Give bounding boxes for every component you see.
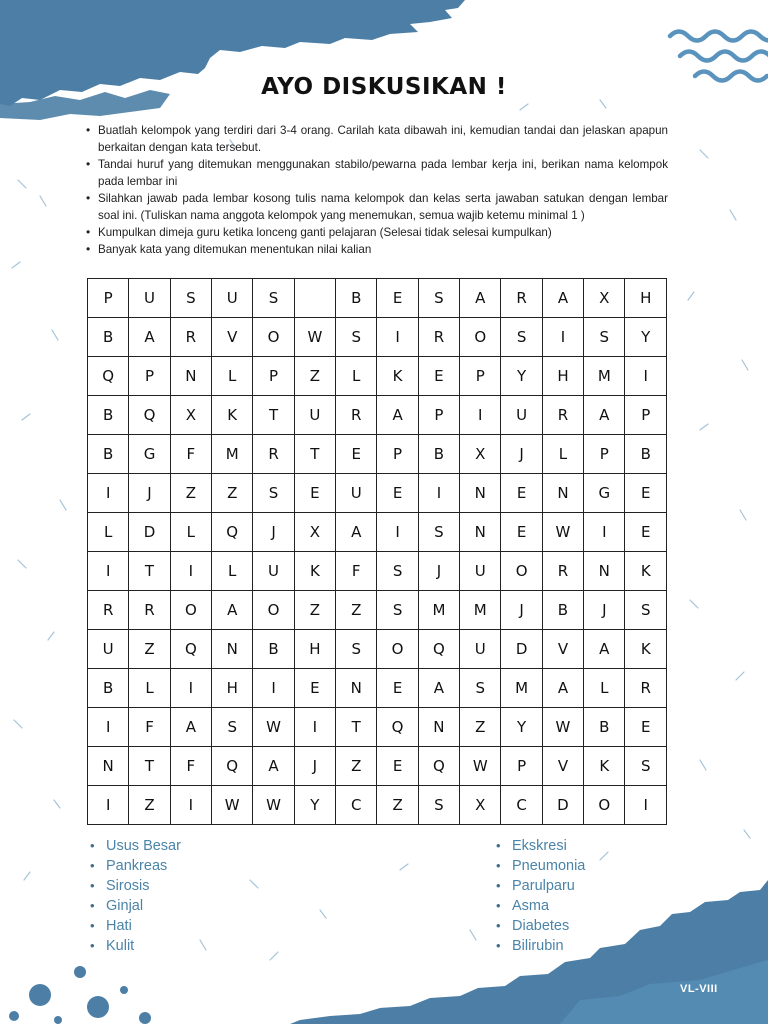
grid-cell[interactable]: D xyxy=(129,513,170,552)
grid-cell[interactable]: L xyxy=(212,357,253,396)
grid-cell[interactable]: X xyxy=(584,279,625,318)
grid-cell[interactable]: V xyxy=(542,747,583,786)
grid-cell[interactable]: B xyxy=(88,435,129,474)
grid-cell[interactable]: J xyxy=(129,474,170,513)
target-word: • Hati xyxy=(86,916,181,936)
grid-cell[interactable]: E xyxy=(418,357,459,396)
grid-cell[interactable]: Z xyxy=(294,357,335,396)
grid-row xyxy=(88,708,667,747)
grid-row xyxy=(88,435,667,474)
grid-cell[interactable]: L xyxy=(336,357,377,396)
grid-cell[interactable]: S xyxy=(212,708,253,747)
grid-cell[interactable]: Y xyxy=(625,318,667,357)
grid-cell[interactable]: N xyxy=(170,357,211,396)
grid-cell[interactable]: U xyxy=(460,630,501,669)
grid-cell[interactable]: N xyxy=(336,669,377,708)
grid-cell[interactable]: I xyxy=(377,513,418,552)
grid-cell[interactable]: O xyxy=(253,591,294,630)
grid-cell[interactable]: L xyxy=(212,552,253,591)
target-word: • Ekskresi xyxy=(492,836,585,856)
grid-row xyxy=(88,318,667,357)
grid-cell[interactable]: G xyxy=(129,435,170,474)
grid-cell[interactable]: Q xyxy=(212,747,253,786)
grid-cell[interactable]: P xyxy=(88,279,129,318)
grid-cell[interactable]: Z xyxy=(170,474,211,513)
grid-cell[interactable]: X xyxy=(170,396,211,435)
grid-cell[interactable]: L xyxy=(542,435,583,474)
target-word: • Asma xyxy=(492,896,585,916)
grid-cell[interactable]: I xyxy=(377,318,418,357)
grid-cell[interactable]: C xyxy=(501,786,542,825)
grid-cell[interactable]: E xyxy=(625,708,667,747)
grid-cell[interactable]: S xyxy=(418,279,459,318)
grid-cell[interactable]: F xyxy=(336,552,377,591)
grid-cell[interactable]: N xyxy=(212,630,253,669)
target-word: • Bilirubin xyxy=(492,936,585,956)
grid-cell[interactable]: W xyxy=(253,786,294,825)
grid-cell[interactable]: Z xyxy=(336,591,377,630)
grid-cell[interactable]: K xyxy=(625,630,667,669)
grid-cell[interactable]: Z xyxy=(212,474,253,513)
grid-cell[interactable]: I xyxy=(625,357,667,396)
grid-cell[interactable]: L xyxy=(584,669,625,708)
grid-cell[interactable]: K xyxy=(584,747,625,786)
grid-cell[interactable]: I xyxy=(170,786,211,825)
grid-cell[interactable]: Q xyxy=(212,513,253,552)
grid-cell[interactable]: D xyxy=(501,630,542,669)
grid-cell[interactable]: H xyxy=(294,630,335,669)
instruction-item: • Kumpulkan dimeja guru ketika lonceng ganti pelajaran (Selesai tidak selesai kumpulkan) xyxy=(86,224,668,241)
grid-cell[interactable]: G xyxy=(584,474,625,513)
grid-cell[interactable]: L xyxy=(170,513,211,552)
grid-row xyxy=(88,552,667,591)
grid-row xyxy=(88,474,667,513)
grid-cell[interactable]: Z xyxy=(336,747,377,786)
grid-cell[interactable]: T xyxy=(336,708,377,747)
grid-cell[interactable]: I xyxy=(253,669,294,708)
grid-row xyxy=(88,513,667,552)
grid-cell[interactable]: H xyxy=(212,669,253,708)
grid-row xyxy=(88,591,667,630)
grid-cell[interactable]: Q xyxy=(418,630,459,669)
grid-cell[interactable]: S xyxy=(460,669,501,708)
grid-cell[interactable]: L xyxy=(129,669,170,708)
grid-cell[interactable]: M xyxy=(584,357,625,396)
grid-cell[interactable]: I xyxy=(88,474,129,513)
grid-row xyxy=(88,279,667,318)
target-word: • Kulit xyxy=(86,936,181,956)
grid-cell[interactable]: F xyxy=(170,747,211,786)
grid-cell[interactable]: E xyxy=(625,474,667,513)
grid-cell[interactable]: B xyxy=(88,396,129,435)
grid-cell[interactable]: N xyxy=(418,708,459,747)
grid-cell[interactable]: U xyxy=(460,552,501,591)
grid-cell[interactable]: R xyxy=(418,318,459,357)
grid-cell[interactable]: W xyxy=(460,747,501,786)
grid-cell[interactable]: P xyxy=(418,396,459,435)
grid-cell[interactable]: E xyxy=(377,474,418,513)
grid-row xyxy=(88,357,667,396)
grid-cell[interactable]: A xyxy=(212,591,253,630)
grid-cell[interactable]: F xyxy=(170,435,211,474)
grid-cell[interactable]: S xyxy=(253,279,294,318)
word-search-grid xyxy=(87,278,667,825)
grid-cell[interactable]: A xyxy=(460,279,501,318)
grid-cell[interactable]: H xyxy=(542,357,583,396)
grid-cell[interactable]: T xyxy=(129,552,170,591)
grid-cell[interactable]: I xyxy=(170,552,211,591)
grid-cell[interactable]: U xyxy=(129,279,170,318)
grid-cell[interactable]: B xyxy=(418,435,459,474)
grid-cell[interactable]: N xyxy=(88,747,129,786)
grid-cell[interactable]: E xyxy=(294,474,335,513)
grid-cell[interactable]: X xyxy=(460,786,501,825)
grid-cell[interactable]: B xyxy=(253,630,294,669)
grid-cell[interactable]: U xyxy=(88,630,129,669)
grid-cell[interactable]: M xyxy=(501,669,542,708)
grid-cell[interactable]: Y xyxy=(294,786,335,825)
grid-cell[interactable]: Z xyxy=(129,786,170,825)
grid-row xyxy=(88,396,667,435)
grid-cell[interactable]: R xyxy=(542,552,583,591)
word-list-right xyxy=(492,836,585,956)
grid-cell[interactable]: U xyxy=(294,396,335,435)
grid-cell[interactable]: P xyxy=(460,357,501,396)
grid-cell[interactable]: F xyxy=(129,708,170,747)
grid-row xyxy=(88,747,667,786)
grid-cell[interactable]: V xyxy=(542,630,583,669)
grid-cell[interactable]: R xyxy=(625,669,667,708)
grid-cell[interactable]: S xyxy=(584,318,625,357)
grid-cell[interactable]: A xyxy=(418,669,459,708)
grid-cell[interactable]: N xyxy=(584,552,625,591)
grid-cell[interactable]: S xyxy=(170,279,211,318)
instruction-item: • Tandai huruf yang ditemukan menggunakan stabilo/pewarna pada lembar kerja ini, berikan nama kelompok pada lembar ini xyxy=(86,156,668,190)
grid-cell[interactable]: J xyxy=(294,747,335,786)
target-word: • Usus Besar xyxy=(86,836,181,856)
grid-cell[interactable]: P xyxy=(253,357,294,396)
grid-cell[interactable]: S xyxy=(501,318,542,357)
grid-cell[interactable]: R xyxy=(170,318,211,357)
target-word: • Ginjal xyxy=(86,896,181,916)
grid-cell[interactable]: U xyxy=(212,279,253,318)
grid-cell[interactable]: B xyxy=(88,669,129,708)
grid-cell[interactable]: B xyxy=(88,318,129,357)
grid-cell[interactable]: O xyxy=(170,591,211,630)
grid-cell[interactable]: P xyxy=(584,435,625,474)
grid-cell[interactable]: H xyxy=(625,279,667,318)
grid-cell[interactable]: J xyxy=(501,435,542,474)
grid-cell[interactable]: O xyxy=(253,318,294,357)
grid-cell[interactable]: R xyxy=(336,396,377,435)
grid-cell[interactable]: E xyxy=(501,513,542,552)
grid-cell[interactable]: B xyxy=(584,708,625,747)
grid-cell[interactable]: E xyxy=(336,435,377,474)
grid-cell[interactable]: I xyxy=(625,786,667,825)
instruction-list xyxy=(86,122,668,258)
grid-cell[interactable]: Q xyxy=(377,708,418,747)
grid-cell[interactable]: A xyxy=(129,318,170,357)
grid-cell[interactable]: J xyxy=(584,591,625,630)
grid-cell[interactable]: W xyxy=(253,708,294,747)
target-word: • Parulparu xyxy=(492,876,585,896)
grid-cell[interactable]: S xyxy=(336,630,377,669)
grid-cell[interactable]: A xyxy=(336,513,377,552)
grid-cell[interactable]: A xyxy=(584,630,625,669)
grid-cell[interactable]: I xyxy=(542,318,583,357)
grid-cell[interactable]: S xyxy=(625,747,667,786)
grid-cell[interactable]: I xyxy=(88,552,129,591)
grid-cell[interactable]: B xyxy=(625,435,667,474)
grid-cell[interactable]: E xyxy=(377,747,418,786)
grid-cell[interactable]: U xyxy=(253,552,294,591)
grid-cell[interactable]: J xyxy=(501,591,542,630)
grid-cell[interactable]: C xyxy=(336,786,377,825)
grid-cell[interactable]: I xyxy=(460,396,501,435)
grid-cell[interactable]: R xyxy=(129,591,170,630)
grid-cell[interactable]: M xyxy=(418,591,459,630)
grid-cell[interactable]: I xyxy=(418,474,459,513)
grid-cell[interactable]: P xyxy=(129,357,170,396)
instruction-item: • Banyak kata yang ditemukan menentukan nilai kalian xyxy=(86,241,668,258)
grid-cell[interactable]: O xyxy=(377,630,418,669)
word-list-left xyxy=(86,836,181,956)
grid-row xyxy=(88,630,667,669)
grid-cell[interactable]: Q xyxy=(129,396,170,435)
grid-cell[interactable]: R xyxy=(501,279,542,318)
grid-cell[interactable]: Q xyxy=(170,630,211,669)
grid-cell[interactable]: A xyxy=(170,708,211,747)
grid-cell[interactable]: M xyxy=(212,435,253,474)
grid-cell[interactable]: S xyxy=(336,318,377,357)
grid-cell[interactable]: A xyxy=(377,396,418,435)
grid-cell[interactable]: K xyxy=(294,552,335,591)
page-code: VL-VIII xyxy=(680,983,718,995)
grid-cell[interactable]: R xyxy=(88,591,129,630)
grid-cell[interactable]: U xyxy=(501,396,542,435)
grid-cell[interactable]: I xyxy=(584,513,625,552)
page-title: AYO DISKUSIKAN ! xyxy=(261,74,507,100)
grid-cell[interactable]: N xyxy=(460,474,501,513)
grid-cell[interactable]: E xyxy=(377,279,418,318)
grid-cell[interactable]: K xyxy=(377,357,418,396)
grid-cell[interactable]: P xyxy=(625,396,667,435)
grid-cell[interactable]: Q xyxy=(88,357,129,396)
grid-cell[interactable]: N xyxy=(460,513,501,552)
grid-cell[interactable]: R xyxy=(253,435,294,474)
grid-cell[interactable]: I xyxy=(88,786,129,825)
grid-cell[interactable]: W xyxy=(542,513,583,552)
grid-cell[interactable]: U xyxy=(336,474,377,513)
grid-cell[interactable]: S xyxy=(625,591,667,630)
grid-row xyxy=(88,669,667,708)
grid-cell[interactable]: N xyxy=(542,474,583,513)
grid-cell[interactable]: X xyxy=(294,513,335,552)
grid-cell[interactable]: J xyxy=(253,513,294,552)
grid-cell[interactable]: W xyxy=(294,318,335,357)
grid-cell[interactable]: Z xyxy=(377,786,418,825)
grid-cell[interactable]: S xyxy=(418,513,459,552)
grid-cell[interactable]: S xyxy=(418,786,459,825)
grid-cell[interactable]: Y xyxy=(501,708,542,747)
grid-cell[interactable]: R xyxy=(542,396,583,435)
grid-cell[interactable]: E xyxy=(501,474,542,513)
grid-cell[interactable]: Y xyxy=(501,357,542,396)
grid-row xyxy=(88,786,667,825)
grid-cell[interactable]: S xyxy=(377,552,418,591)
grid-cell[interactable]: A xyxy=(542,669,583,708)
grid-cell[interactable]: Z xyxy=(129,630,170,669)
grid-cell[interactable]: S xyxy=(253,474,294,513)
grid-cell[interactable]: P xyxy=(377,435,418,474)
grid-cell[interactable]: W xyxy=(212,786,253,825)
grid-cell[interactable]: A xyxy=(542,279,583,318)
grid-cell[interactable]: K xyxy=(625,552,667,591)
target-word: • Diabetes xyxy=(492,916,585,936)
grid-cell[interactable]: E xyxy=(294,669,335,708)
instruction-item: • Buatlah kelompok yang terdiri dari 3-4 orang. Carilah kata dibawah ini, kemudian tandai dan jelaskan apapun berkaitan dengan kata tersebut. xyxy=(86,122,668,156)
grid-cell[interactable]: V xyxy=(212,318,253,357)
target-word: • Pankreas xyxy=(86,856,181,876)
grid-cell[interactable]: A xyxy=(253,747,294,786)
grid-cell[interactable]: I xyxy=(170,669,211,708)
target-word: • Pneumonia xyxy=(492,856,585,876)
grid-cell[interactable]: S xyxy=(377,591,418,630)
grid-cell[interactable]: E xyxy=(377,669,418,708)
grid-cell[interactable]: T xyxy=(253,396,294,435)
grid-cell[interactable]: B xyxy=(542,591,583,630)
grid-cell[interactable]: O xyxy=(584,786,625,825)
grid-cell[interactable] xyxy=(294,279,335,318)
grid-cell[interactable]: A xyxy=(584,396,625,435)
grid-cell[interactable]: I xyxy=(88,708,129,747)
grid-cell[interactable]: Z xyxy=(294,591,335,630)
grid-cell[interactable]: Z xyxy=(460,708,501,747)
instruction-item: • Silahkan jawab pada lembar kosong tulis nama kelompok dan kelas serta jawaban satukan dengan lembar soal ini. (Tuliskan nama anggota kelompok yang menemukan, semua wajib ketemu minimal 1 ) xyxy=(86,190,668,224)
grid-cell[interactable]: X xyxy=(460,435,501,474)
target-word: • Sirosis xyxy=(86,876,181,896)
grid-cell[interactable]: B xyxy=(336,279,377,318)
grid-cell[interactable]: O xyxy=(501,552,542,591)
grid-cell[interactable]: I xyxy=(294,708,335,747)
grid-cell[interactable]: T xyxy=(129,747,170,786)
grid-cell[interactable]: L xyxy=(88,513,129,552)
grid-cell[interactable]: J xyxy=(418,552,459,591)
grid-cell[interactable]: E xyxy=(625,513,667,552)
grid-cell[interactable]: P xyxy=(501,747,542,786)
grid-cell[interactable]: M xyxy=(460,591,501,630)
grid-cell[interactable]: T xyxy=(294,435,335,474)
grid-cell[interactable]: O xyxy=(460,318,501,357)
grid-cell[interactable]: K xyxy=(212,396,253,435)
grid-cell[interactable]: Q xyxy=(418,747,459,786)
grid-cell[interactable]: D xyxy=(542,786,583,825)
grid-cell[interactable]: W xyxy=(542,708,583,747)
